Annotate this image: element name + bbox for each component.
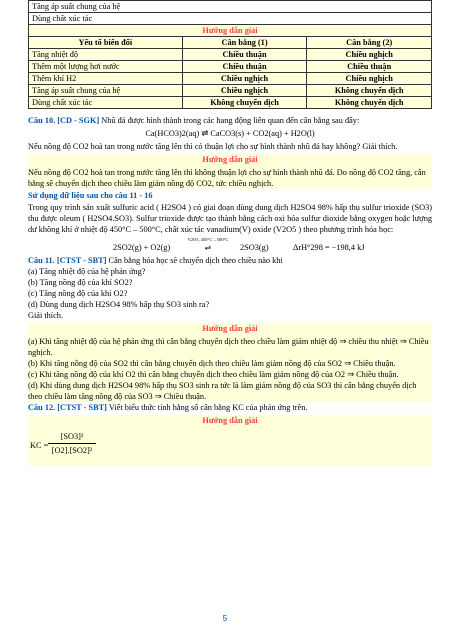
page-number: 5	[222, 614, 228, 623]
answer-text: (b) Khi tăng nồng độ của SO2 thì cân bằng chuyển dịch theo chiều làm giảm nồng độ của SO2 ⇒ Chiều thuận.	[28, 358, 396, 368]
table-header-cell: Yếu tố biến đổi	[29, 37, 183, 49]
kc-expression	[28, 428, 432, 466]
question-item: (b) Tăng nồng độ của khí SO2?	[28, 277, 133, 287]
equilibrium-arrow-icon: ⇌	[204, 242, 212, 252]
table-cell: Chiều nghịch	[307, 73, 432, 85]
table-cell: Chiều thuận	[182, 61, 307, 73]
table-row	[29, 13, 432, 25]
table-cell: Thêm khí H2	[29, 73, 183, 85]
answer-text: (c) Khi tăng nồng độ của khí O2 thì cân bằng chuyển dịch theo chiều làm giảm nồng độ của O2 ⇒ Chiều thuận.	[28, 369, 399, 379]
answer-block	[28, 323, 432, 402]
answer-text: Nếu nồng độ CO2 hoà tan trong nước tăng lên thì không thuận lợi cho sự hình thành nhũ đá. Do nồng độ CO2 tăng, cân bằng sẽ chuyển dịch theo chiều làm giảm nồng độ CO2, tức chiều nghịch.	[28, 168, 426, 189]
answer-block	[28, 154, 432, 189]
question-label: Câu 12. [CTST - SBT]	[28, 403, 107, 412]
question-10	[28, 115, 432, 126]
table-row	[29, 85, 432, 97]
question-text: Cân bằng hóa học sẽ chuyển dịch theo chiều nào khi	[108, 255, 283, 265]
table-row	[29, 49, 432, 61]
enthalpy: ΔrH°298 = −198,4 kJ	[293, 242, 365, 252]
document-page	[28, 0, 432, 466]
table-row	[29, 25, 432, 37]
table-header-row	[29, 37, 432, 49]
table-cell: Tăng nhiệt độ	[29, 49, 183, 61]
table-cell: Thêm một lượng hơi nước	[29, 61, 183, 73]
table-header-cell: Cân bằng (1)	[182, 37, 307, 49]
question-text: Viết biểu thức tính hằng số cân bằng KC của phản ứng trên.	[108, 403, 308, 412]
table-cell: Chiều nghịch	[307, 49, 432, 61]
table-cell: Dùng chất xúc tác	[29, 97, 183, 109]
table-cell: Chiều thuận	[182, 49, 307, 61]
table-cell: Chiều nghịch	[182, 85, 307, 97]
fraction-bar	[48, 443, 96, 444]
kc-numerator: [SO3]²	[60, 432, 84, 442]
guide-heading: Hướng dẫn giải	[202, 323, 258, 333]
question-prompt: Nếu nồng độ CO2 hoà tan trong nước tăng lên thì có thuận lợi cho sự hình thành nhũ đá hay không? Giải thích.	[28, 142, 398, 152]
table-row	[29, 1, 432, 13]
table-cell: Tăng áp suất chung của hệ	[29, 1, 432, 13]
table-row	[29, 97, 432, 109]
table-row	[29, 73, 432, 85]
question-label: Câu 11. [CTST - SBT]	[28, 255, 107, 265]
guide-heading: Hướng dẫn giải	[202, 155, 258, 165]
question-item: (c) Tăng nồng độ của khí O2?	[28, 288, 128, 298]
guide-heading: Hướng dẫn giải	[202, 416, 258, 426]
table-cell: Chiều nghịch	[182, 73, 307, 85]
data-section-text: Trong quy trình sản xuất sulfuric acid ( H2SO4 ) có giai đoạn dùng dung dịch H2SO4 98% hấp thụ sulfur trioxide (SO3) thu được oleum ( H2SO4.SO3). Sulfur trioxide được tạo thành bằng cách oxi hóa sulfur dioxide bằng oxygen hoặc lượng dư không khí ở nhiệt độ 450°C – 500°C, chất xúc tác vanadium(V) oxide (V2O5 ) theo phương trình hóa học:	[28, 202, 432, 234]
question-label: Câu 10. [CD - SGK]	[28, 116, 100, 126]
question-text: Nhũ đá được hình thành trong các hang động liên quan đến cân bằng sau đây:	[101, 116, 360, 126]
data-section-title: Sử dụng dữ liệu sau cho câu 11 - 16	[28, 191, 153, 201]
kc-denominator: [O2].[SO2]²	[51, 446, 93, 456]
table-cell: Tăng áp suất chung của hệ	[29, 85, 183, 97]
question-item: (d) Dùng dung dịch H2SO4 98% hấp thụ SO3 sinh ra?	[28, 299, 210, 309]
shift-table	[28, 0, 432, 109]
table-cell: Không chuyển dịch	[307, 97, 432, 109]
guide-heading: Hướng dẫn giải	[29, 25, 432, 37]
question-12	[28, 402, 432, 413]
equilibrium-equation: Ca(HCO3)2(aq) ⇌ CaCO3(s) + CO2(aq) + H2O(l)	[145, 129, 315, 139]
reaction-condition: V2O5, 450°C – 500°C	[187, 236, 229, 242]
answer-text: (d) Khi dùng dung dịch H2SO4 98% hấp thụ SO3 sinh ra tức là làm giảm nồng độ của SO3 thì cân bằng chuyển dịch theo chiều làm tăng nồng độ của SO3 ⇒ Chiều thuận.	[28, 380, 417, 401]
table-header-cell: Cân bằng (2)	[307, 37, 432, 49]
question-item: Giải thích.	[28, 310, 64, 320]
table-cell: Chiều thuận	[307, 61, 432, 73]
question-item: (a) Tăng nhiệt độ của hệ phản ứng?	[28, 266, 146, 276]
question-11	[28, 255, 432, 266]
reaction-right: 2SO3(g)	[240, 242, 269, 252]
kc-lhs: KC =	[30, 441, 49, 451]
reaction-equation	[28, 237, 432, 253]
reaction-left: 2SO2(g) + O2(g)	[113, 242, 171, 252]
table-row	[29, 61, 432, 73]
table-cell: Không chuyển dịch	[307, 85, 432, 97]
answer-text: (a) Khi tăng nhiệt độ của hệ phản ứng thì cân bằng chuyển dịch theo chiều làm giảm nhiệt độ ⇒ chiều thu nhiệt ⇒ Chiều nghịch.	[28, 336, 429, 357]
table-cell: Không chuyển dịch	[182, 97, 307, 109]
answer-block	[28, 415, 432, 466]
table-cell: Dùng chất xúc tác	[29, 13, 432, 25]
